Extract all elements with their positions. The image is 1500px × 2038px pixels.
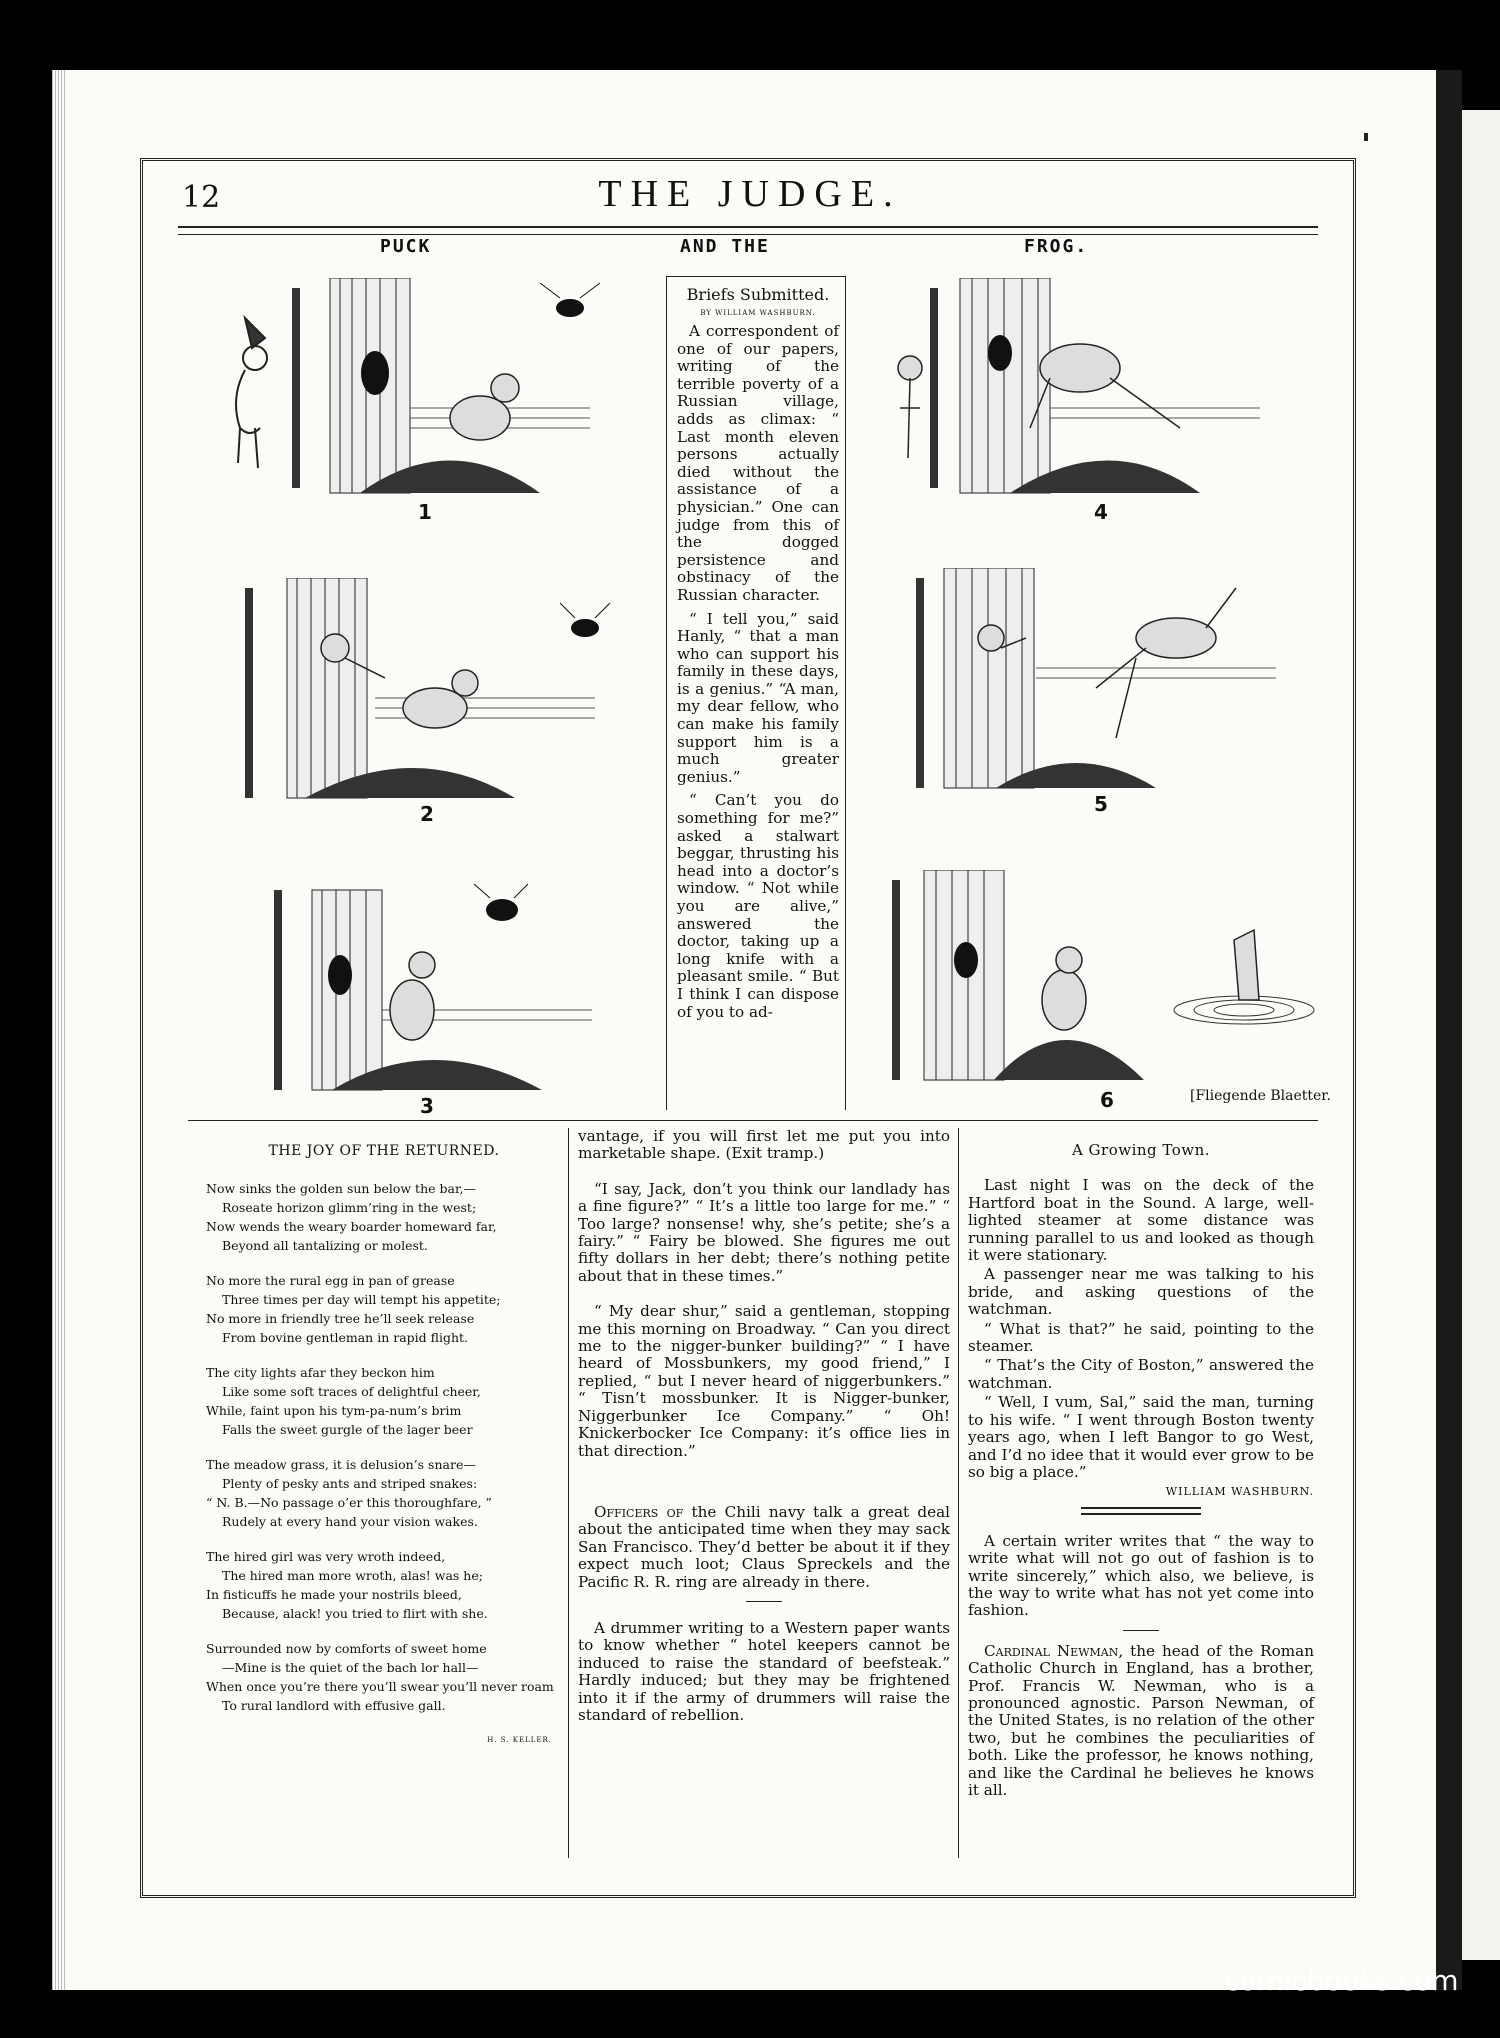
column-divider bbox=[958, 1128, 959, 1858]
panel-number-3: 3 bbox=[420, 1094, 434, 1118]
comic-panel-1 bbox=[210, 278, 610, 508]
panel-number-5: 5 bbox=[1094, 792, 1108, 816]
frog-leaping bbox=[1096, 588, 1236, 738]
poem-line: Beyond all tantalizing or molest. bbox=[222, 1238, 428, 1253]
panel-edge-bar bbox=[292, 288, 300, 488]
frog bbox=[390, 952, 435, 1040]
tree-hole bbox=[361, 351, 389, 395]
puck-figure bbox=[236, 318, 267, 468]
poem-line: Plenty of pesky ants and striped snakes: bbox=[222, 1476, 478, 1491]
column-rule bbox=[188, 1120, 1318, 1121]
joke-jack: “I say, Jack, don’t you think our landlady has a fine figure?” “ It’s a little too large for me.” “ Too large? nonsense! why, she’s petite; she’s a fairy.” “ Fairy be blowed. She figures me out fifty dollars in her debt; there’s nothing petite about that in these times.” bbox=[578, 1179, 950, 1285]
tree-hole bbox=[988, 335, 1012, 371]
binding-gutter bbox=[1436, 70, 1462, 1990]
poem-line: The meadow grass, it is delusion’s snare— bbox=[206, 1457, 476, 1472]
comic-panel-2 bbox=[215, 578, 615, 808]
fly bbox=[560, 603, 610, 637]
fly bbox=[540, 283, 600, 317]
item-newman bbox=[968, 1643, 1314, 1800]
poem-line: While, faint upon his tym-pa-num’s brim bbox=[206, 1403, 462, 1418]
article-paragraph: “ That’s the City of Boston,” answered the watchman. bbox=[968, 1356, 1314, 1392]
facing-page bbox=[1462, 110, 1500, 1960]
ink-speck bbox=[1364, 133, 1368, 141]
image-credit: [Fliegende Blaetter. bbox=[1190, 1088, 1331, 1104]
briefs-title: Briefs Submitted. bbox=[686, 285, 830, 304]
comic-panel-3 bbox=[212, 870, 612, 1100]
poem-line: Now sinks the golden sun below the bar,— bbox=[206, 1181, 477, 1196]
poem-line: Surrounded now by comforts of sweet home bbox=[206, 1641, 487, 1656]
right-column bbox=[968, 1128, 1314, 1809]
page-number: 12 bbox=[182, 180, 221, 215]
poem-stanza bbox=[206, 1363, 562, 1439]
panel-edge-bar bbox=[245, 588, 253, 798]
puck-diving bbox=[1234, 930, 1259, 1000]
panel-edge-bar bbox=[274, 890, 282, 1090]
poem-stanza bbox=[206, 1639, 562, 1715]
article-title: A Growing Town. bbox=[1071, 1141, 1211, 1159]
poem-column bbox=[206, 1128, 562, 1750]
item-officers bbox=[578, 1504, 950, 1591]
separator bbox=[1123, 1630, 1159, 1631]
item-lead: Cardinal Newman, bbox=[984, 1641, 1124, 1660]
tree-trunk bbox=[287, 578, 367, 798]
poem-line: When once you’re there you’ll swear you’ll never roam bbox=[206, 1679, 554, 1694]
briefs-byline: BY WILLIAM WASHBURN. bbox=[700, 309, 816, 317]
poem-line: —Mine is the quiet of the bach lor hall— bbox=[222, 1660, 479, 1675]
page-edge bbox=[52, 70, 66, 1990]
poem-line: Falls the sweet gurgle of the lager beer bbox=[222, 1422, 473, 1437]
panel-number-6: 6 bbox=[1100, 1088, 1114, 1112]
comic-panel-6 bbox=[884, 870, 1324, 1100]
article-signature: WILLIAM WASHBURN. bbox=[1165, 1485, 1314, 1499]
strip-title-and-the: AND THE bbox=[680, 236, 770, 257]
panel-edge-bar bbox=[930, 288, 938, 488]
poem-line: Like some soft traces of delightful cheer, bbox=[222, 1384, 481, 1399]
briefs-continuation: vantage, if you will first let me put you into marketable shape. (Exit tramp.) bbox=[578, 1127, 950, 1163]
frog bbox=[403, 670, 478, 728]
briefs-paragraph: “ Can’t you do something for me?” asked a stalwart beggar, thrusting his head into a doctor’s window. “ Not while you are alive,” answered the doctor, taking up a long knife with a pleasant smile. “ But I think I can dispose of you to ad- bbox=[677, 791, 839, 1021]
poem-line: Three times per day will tempt his appetite; bbox=[222, 1292, 501, 1307]
masthead: THE JUDGE. bbox=[598, 173, 902, 215]
poem-line: “ N. B.—No passage o’er this thoroughfare, ” bbox=[206, 1495, 492, 1510]
strip-title-frog: FROG. bbox=[1024, 236, 1089, 257]
frog-sitting bbox=[1042, 947, 1086, 1030]
poem-author: H. S. KELLER. bbox=[487, 1736, 552, 1744]
panel-number-2: 2 bbox=[420, 802, 434, 826]
article-paragraph: A passenger near me was talking to his bride, and asking questions of the watchman. bbox=[968, 1265, 1314, 1319]
poem-line: Because, alack! you tried to flirt with she. bbox=[222, 1606, 488, 1621]
comic-panel-5 bbox=[896, 568, 1296, 798]
panel-edge-bar bbox=[916, 578, 924, 788]
poem-line: From bovine gentleman in rapid flight. bbox=[222, 1330, 469, 1345]
column-divider bbox=[568, 1128, 569, 1858]
poem-stanza bbox=[206, 1455, 562, 1531]
poem-stanza bbox=[206, 1271, 562, 1347]
poem-stanza bbox=[206, 1547, 562, 1623]
tree-hole bbox=[328, 955, 352, 995]
panel-number-4: 4 bbox=[1094, 500, 1108, 524]
panel-edge-bar bbox=[892, 880, 900, 1080]
item-text: the Chili navy talk a great deal about the anticipated time when they may sack San Francisco. They’d better be about it if they expect much loot; Claus Spreckels and the Pacific R. R. ring are already in there. bbox=[578, 1502, 950, 1591]
article-paragraph: “ What is that?” he said, pointing to the steamer. bbox=[968, 1319, 1314, 1356]
tree-trunk bbox=[960, 278, 1050, 493]
tree-hole bbox=[954, 942, 978, 978]
panel-number-1: 1 bbox=[418, 500, 432, 524]
poem-line: To rural landlord with effusive gall. bbox=[222, 1698, 446, 1713]
poem-line: Roseate horizon glimm’ring in the west; bbox=[222, 1200, 477, 1215]
briefs-box bbox=[666, 276, 846, 1110]
double-rule bbox=[1081, 1507, 1201, 1515]
bee bbox=[474, 884, 528, 921]
puck-figure bbox=[898, 356, 922, 458]
item-drummer: A drummer writing to a Western paper wants to know whether “ hotel keepers cannot be induced to raise the standard of beefsteak.” Hardly induced; but they may be frightened into it if the army of drummers will raise the standard of rebellion. bbox=[578, 1618, 950, 1724]
poem-line: The hired girl was very wroth indeed, bbox=[206, 1549, 446, 1564]
item-text: the head of the Roman Catholic Church in England, has a brother, Prof. Francis W. Newman, who is a pronounced agnostic. Parson Newman, of the United States, is no relation of the other two, but he combines the peculiarities of both. Like the professor, he knows nothing, and like the Cardinal he believes he knows it all. bbox=[968, 1641, 1315, 1799]
poem-line: Rudely at every hand your vision wakes. bbox=[222, 1514, 478, 1529]
watermark: comicbooks.com bbox=[1224, 1964, 1459, 1997]
poem-stanza bbox=[206, 1179, 562, 1255]
separator bbox=[746, 1601, 782, 1602]
poem-line: The city lights afar they beckon him bbox=[206, 1365, 435, 1380]
middle-column bbox=[578, 1128, 950, 1734]
article-paragraph: Last night I was on the deck of the Hartford boat in the Sound. A large, well-lighted steamer at some distance was running parallel to us and looked as though it were stationary. bbox=[968, 1176, 1314, 1265]
poem-line: Now wends the weary boarder homeward far, bbox=[206, 1219, 497, 1234]
item-writer: A certain writer writes that “ the way to write what will not go out of fashion is to write sincerely,” which also, we believe, is the way to write what has not yet come into fashion. bbox=[968, 1531, 1314, 1620]
poem-line: No more in friendly tree he’ll seek release bbox=[206, 1311, 475, 1326]
briefs-paragraph: A correspondent of one of our papers, writing of the terrible poverty of a Russian village, adds as climax: “ Last month eleven persons actually died without the assistance of a physician.” One can judge from this of the dogged persistence and obstinacy of the Russian character. bbox=[677, 322, 839, 604]
poem-title: THE JOY OF THE RETURNED. bbox=[268, 1143, 500, 1159]
tree-trunk bbox=[944, 568, 1034, 788]
poem-line: No more the rural egg in pan of grease bbox=[206, 1273, 455, 1288]
poem-line: The hired man more wroth, alas! was he; bbox=[222, 1568, 483, 1583]
strip-title-puck: PUCK bbox=[380, 236, 432, 257]
item-lead: Officers of bbox=[594, 1502, 684, 1521]
article-paragraph: “ Well, I vum, Sal,” said the man, turning to his wife. “ I went through Boston twenty years ago, when I left Bangor to go West, and I’d no idee that it would ever grow to be so big a place.” bbox=[968, 1393, 1314, 1481]
joke-shur: “ My dear shur,” said a gentleman, stopping me this morning on Broadway. “ Can you direct me to the nigger-bunker building?” “ I have heard of Mossbunkers, my good friend,” I replied, “ but I never heard of niggerbunkers.” “ Tisn’t mossbunker. It is Nigger-bunker, Niggerbunker Ice Company.” “ Oh! Knickerbocker Ice Company: it’s office lies in that direction.” bbox=[578, 1302, 950, 1460]
frog bbox=[1030, 344, 1180, 428]
masthead-rule bbox=[178, 226, 1318, 235]
frog bbox=[450, 374, 519, 440]
comic-panel-4 bbox=[880, 278, 1280, 508]
poem-line: In fisticuffs he made your nostrils bleed, bbox=[206, 1587, 462, 1602]
briefs-paragraph: “ I tell you,” said Hanly, “ that a man who can support his family in these days, is a genius.” “A man, my dear fellow, who can make his family support him is a much greater genius.” bbox=[677, 609, 839, 786]
mound bbox=[994, 1040, 1144, 1080]
water-lines bbox=[1036, 668, 1276, 678]
